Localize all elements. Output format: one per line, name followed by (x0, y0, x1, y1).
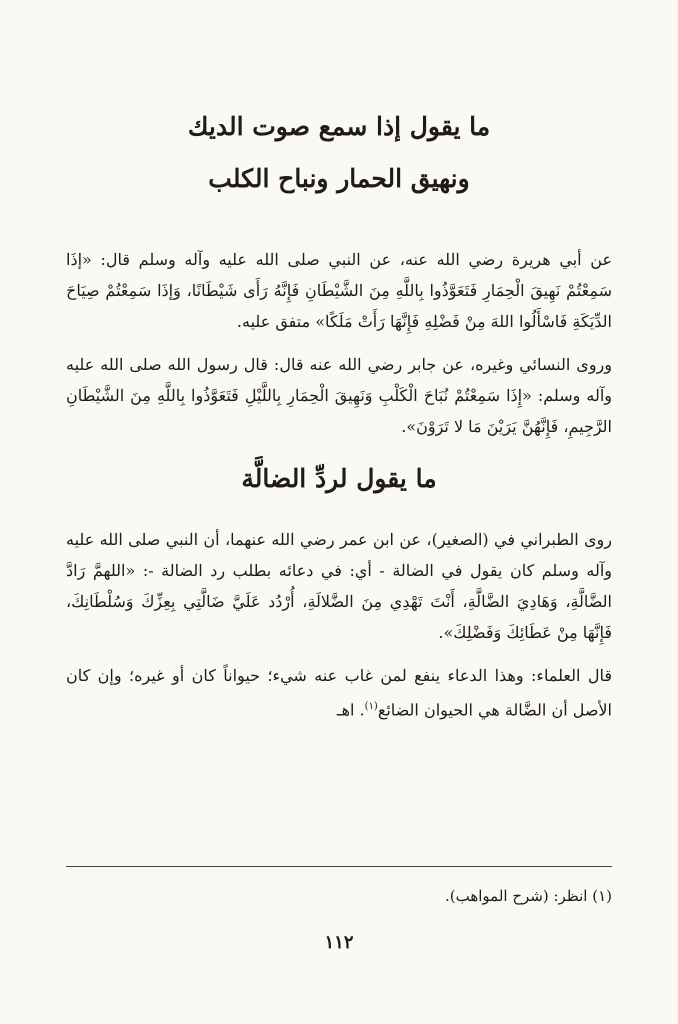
footnote-reference: (١) (364, 701, 378, 712)
section-2-paragraph-1: روى الطبراني في (الصغير)، عن ابن عمر رضي الله عنهما، أن النبي صلى الله عليه وآله وسلم كان يقول في الضالة - أي: في دعائه بطلب رد الضالة -: «اللهمَّ رَادَّ الضَّالَّةِ، وَهَادِيَ الضَّالَّةِ، أَنْتَ تَهْدِي مِنَ الضَّلالَةِ، أُرْدُد عَلَيَّ ضَالَّتِي بِعِزِّكَ وَسُلْطَانِكَ، فَإِنَّهَا مِنْ عَطَائِكَ وَفَضْلِكَ». (66, 530, 612, 642)
footnote-divider (66, 866, 612, 867)
section-2-paragraph-2-end: . اهـ (336, 700, 365, 720)
section-1-title-line-1: ما يقول إذا سمع صوت الديك (187, 112, 491, 141)
section-2-paragraph-2-text: قال العلماء: وهذا الدعاء ينفع لمن غاب عنه شيء؛ حيواناً كان أو غيره؛ وإن كان الأصل أن الضَّالة هي الحيوان الضائع (66, 666, 613, 720)
footnote: (١) انظر: (شرح المواهب). (444, 887, 612, 905)
section-2-paragraph-2 (66, 660, 612, 725)
page-number: ١١٢ (324, 932, 354, 953)
section-1-paragraph-2: وروى النسائي وغيره، عن جابر رضي الله عنه قال: قال رسول الله صلى الله عليه وآله وسلم: «إِذَا سَمِعْتُمْ نُبَاحَ الْكَلْبِ وَنَهِيقَ الْحِمَارِ بِاللَّيْلِ فَتَعَوَّذُوا بِاللَّهِ مِنَ الشَّيْطَانِ الرَّجِيمِ، فَإِنَّهُنَّ يَرَيْنَ مَا لا تَرَوْنَ». (66, 355, 612, 436)
section-1-paragraph-1: عن أبي هريرة رضي الله عنه، عن النبي صلى الله عليه وآله وسلم قال: «إذَا سَمِعْتُمْ نَهِيقَ الْحِمَارِ فَتَعَوَّذُوا بِاللَّهِ مِنَ الشَّيْطَانِ فَإِنَّهُ رَأَى شَيْطَانًا، وَإذَا سَمِعْتُمْ صِيَاحَ الدِّيَكَةِ فَاسْأَلُوا اللهَ مِنْ فَضْلِهِ فَإِنَّهَا رَأَتْ مَلَكًا» متفق عليه. (66, 250, 612, 331)
section-2-title: ما يقول لردِّ الضالَّة (241, 464, 437, 493)
section-1-title-line-2: ونهيق الحمار ونباح الكلب (208, 164, 470, 193)
